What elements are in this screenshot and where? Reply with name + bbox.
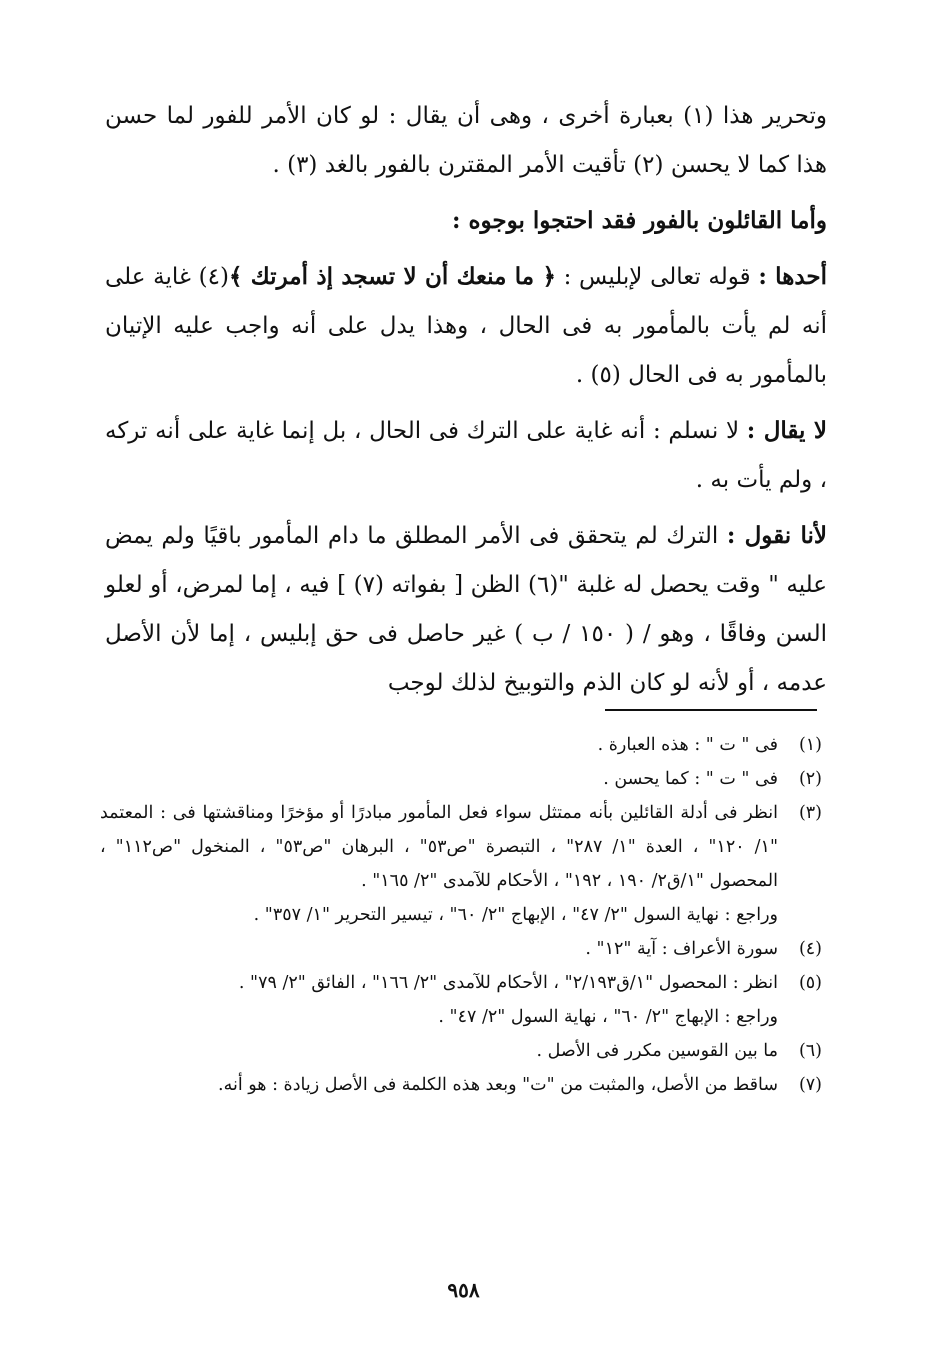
paragraph-3-rest: (٤) غاية على أنه لم يأت بالمأمور به فى الحال ، وهذا يدل على أنه واجب عليه الإتيان بالمأمور به فى الحال (٥) .: [105, 264, 827, 388]
footnote-text: ساقط من الأصل، والمثبت من "ت" وبعد هذه الكلمة فى الأصل زيادة : هو أنه.: [218, 1075, 778, 1095]
paragraph-2-heading: وأما القائلون بالفور فقد احتجوا بوجوه :: [451, 207, 827, 234]
footnote-number: (٦): [798, 1041, 822, 1061]
footnote-5-continuation: وراجع : الإبهاج "٢/ ٦٠" ، نهاية السول "٢/ ٤٧" .: [438, 1007, 778, 1027]
paragraph-2: [105, 196, 827, 246]
footnote-number: (٣): [798, 803, 822, 823]
footnote-1: [100, 728, 822, 762]
paragraph-5: [105, 511, 827, 708]
quran-verse: ﴿ ما منعك أن لا تسجد إذ أمرتك ﴾: [228, 263, 556, 290]
footnote-text: سورة الأعراف : آية "١٢" .: [585, 939, 778, 959]
footnote-text: انظر فى أدلة القائلين بأنه ممتثل سواء فعل المأمور مبادرًا أو مؤخرًا ومناقشتها فى : المعتمد "١/ ١٢٠" ، العدة "١/ ٢٨٧" ، التبصرة "ص٥٣" ، البرهان "ص٥٣" ، المنخول "ص١١٢" ، المحصول "١/ق٢/ ١٩٠ ، ١٩٢" ، الأحكام للآمدى "٢/ ١٦٥" .: [100, 803, 778, 891]
footnote-number: (٥): [798, 973, 822, 993]
main-text: [105, 92, 827, 714]
paragraph-3-text: قوله تعالى لإبليس :: [555, 264, 759, 290]
footnote-3: [100, 796, 822, 898]
footnote-number: (٤): [798, 939, 822, 959]
footnote-2: [100, 762, 822, 796]
footnote-text: ما بين القوسين مكرر فى الأصل .: [536, 1041, 778, 1061]
footnote-7: [100, 1068, 822, 1102]
paragraph-4-lead: لا يقال :: [746, 417, 827, 444]
footnote-5: [100, 966, 822, 1000]
footnote-text: انظر : المحصول "١/ق٢/١٩٣" ، الأحكام للآمدى "٢/ ١٦٦" ، الفائق "٢/ ٧٩" .: [238, 973, 778, 993]
paragraph-1: وتحرير هذا (١) بعبارة أخرى ، وهى أن يقال : لو كان الأمر للفور لما حسن هذا كما لا يحسن (٢) تأقيت الأمر المقترن بالفور بالغد (٣) .: [105, 103, 828, 178]
paragraph-3-lead: أحدها :: [758, 263, 827, 290]
footnote-number: (٧): [798, 1075, 822, 1095]
page-number: ٩٥٨: [447, 1278, 480, 1302]
footnote-number: (١): [798, 735, 822, 755]
footnote-4: [100, 932, 822, 966]
footnote-text: فى " ت " : هذه العبارة .: [597, 735, 778, 755]
footnote-3-continuation: وراجع : نهاية السول "٢/ ٤٧" ، الإبهاج "٢/ ٦٠" ، تيسير التحرير "١/ ٣٥٧" .: [253, 905, 778, 925]
paragraph-3: [105, 252, 827, 400]
paragraph-4-text: لا نسلم : أنه غاية على الترك فى الحال ، بل إنما غاية على أنه تركه ، ولم يأت به .: [105, 418, 827, 493]
footnote-number: (٢): [798, 769, 822, 789]
paragraph-5-lead: لأنا نقول :: [726, 522, 827, 549]
footnotes: [100, 728, 822, 1102]
footnote-6: [100, 1034, 822, 1068]
footnote-text: فى " ت " : كما يحسن .: [603, 769, 778, 789]
paragraph-5-text: الترك لم يتحقق فى الأمر المطلق ما دام المأمور باقيًا ولم يمض عليه " وقت يحصل له غلبة "(٦) الظن [ بفواته (٧) ] فيه ، إما لمرض، أو لعلو السن وفاقًا ، وهو / ( ١٥٠ / ب ) غير حاصل فى حق إبليس ، إما لأن الأصل عدمه ، أو لأنه لو كان الذم والتوبيخ لذلك لوجب: [105, 523, 827, 696]
footnote-divider: [605, 709, 817, 711]
paragraph-4: [105, 406, 827, 505]
